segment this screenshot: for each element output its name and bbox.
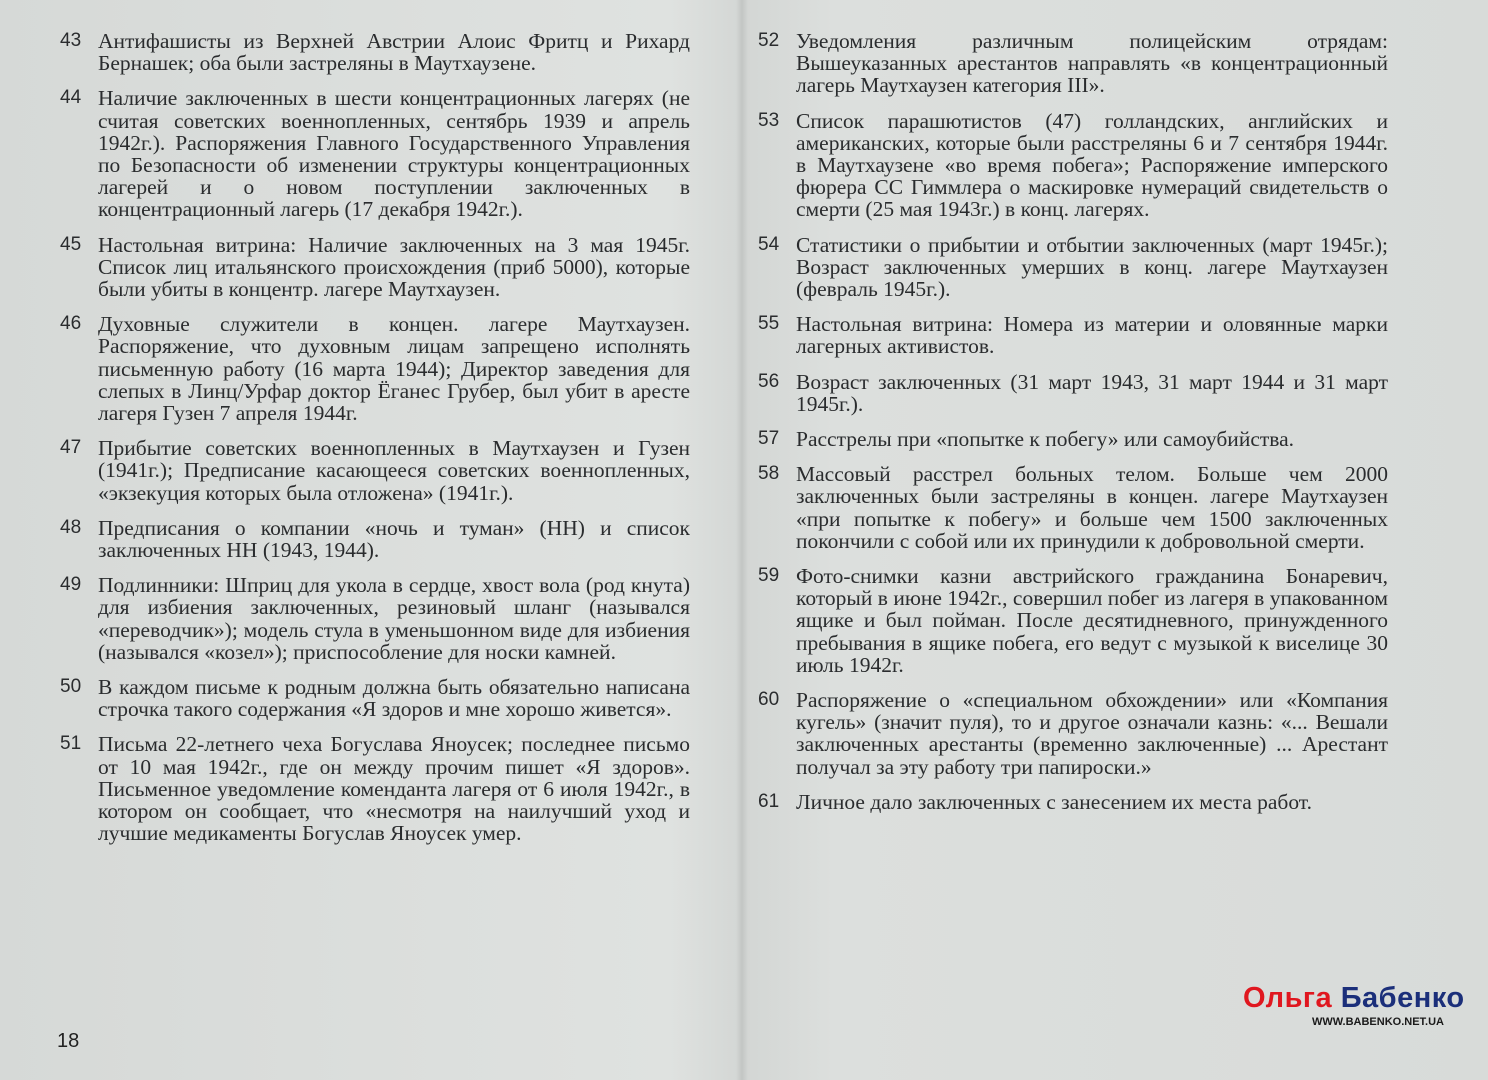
entry-number: 43 bbox=[60, 30, 82, 51]
entry-number: 52 bbox=[758, 30, 780, 51]
entry-text: Массовый расстрел больных телом. Больше чем 2000 заключенных были застреляны в концен. лагере Маутхаузен «при попытке к побегу» и больше чем 1500 заключенных покончили с собой или их принудили к добровольной смерти. bbox=[796, 462, 1388, 553]
entry-number: 60 bbox=[758, 689, 780, 711]
entry-number: 53 bbox=[758, 109, 780, 131]
entry-text: Духовные служители в концен. лагере Маутхаузен. Распоряжение, что духовным лицам запрещено исполнять письменную работу (16 марта 1944); Директор заведения для слепых в Линц/Урфар доктор Ёганес Грубер, был убит в аресте лагеря Гузен 7 апреля 1944г. bbox=[98, 312, 690, 426]
entry-text: Статистики о прибытии и отбытии заключенных (март 1945г.); Возраст заключенных умерших в конц. лагере Маутхаузен (февраль 1945г.). bbox=[796, 232, 1388, 302]
entry-text: Возраст заключенных (31 март 1943, 31 март 1944 и 31 март 1945г.). bbox=[796, 369, 1388, 416]
catalog-entry bbox=[758, 463, 1388, 552]
catalog-entry bbox=[758, 234, 1388, 301]
entry-text: Прибытие советских военнопленных в Маутхаузен и Гузен (1941г.); Предписание касающееся советских военнопленных, «экзекуция которых была отложена» (1941г.). bbox=[98, 436, 690, 505]
catalog-entry bbox=[60, 437, 690, 504]
entry-text: Наличие заключенных в шести концентрационных лагерях (не считая советских военнопленных, сентябрь 1939 и апрель 1942г.). Распоряжения Главного Государственного Управления по Безопасности об изменении структуры концентрационных лагерей и о новом поступлении заключенных в концентрационный лагерь (17 декабря 1942г.). bbox=[98, 86, 690, 222]
entry-number: 59 bbox=[758, 565, 780, 587]
entry-number: 44 bbox=[60, 87, 82, 109]
entry-number: 48 bbox=[60, 516, 82, 538]
catalog-entry bbox=[758, 689, 1388, 778]
catalog-entry bbox=[758, 110, 1388, 221]
entry-number: 55 bbox=[758, 313, 780, 335]
catalog-entry bbox=[758, 791, 1388, 813]
catalog-entry bbox=[758, 565, 1388, 676]
entry-number: 57 bbox=[758, 428, 780, 450]
catalog-entry bbox=[60, 574, 690, 663]
entry-text: Список парашютистов (47) голландских, английских и американских, которые были расстреляны 6 и 7 сентября 1944г. в Маутхаузене «во время побега»; Распоряжение имперского фюрера СС Гиммлера о маскировке нумераций свидетельств о смерти (25 мая 1943г.) в конц. лагерях. bbox=[796, 108, 1388, 222]
catalog-entry bbox=[758, 428, 1388, 450]
catalog-entry bbox=[758, 313, 1388, 357]
entry-text: Антифашисты из Верхней Австрии Алоис Фритц и Рихард Бернашек; оба были застреляны в Маутхаузене. bbox=[98, 29, 690, 76]
catalog-entry bbox=[60, 234, 690, 301]
catalog-entry bbox=[60, 313, 690, 424]
page-number: 18 bbox=[57, 1030, 80, 1052]
entry-text: Личное дало заключенных с занесением их места работ. bbox=[796, 789, 1312, 814]
entry-text: Настольная витрина: Номера из материи и оловянные марки лагерных активистов. bbox=[796, 312, 1388, 359]
entry-number: 61 bbox=[758, 790, 780, 812]
page-fold bbox=[736, 0, 748, 1080]
entry-number: 58 bbox=[758, 463, 780, 485]
catalog-entry bbox=[60, 676, 690, 720]
entry-text: Уведомления различным полицейским отрядам: Вышеуказанных арестантов направлять «в концентрационный лагерь Маутхаузен категория III». bbox=[796, 29, 1388, 98]
entry-number: 54 bbox=[758, 233, 780, 255]
entry-text: В каждом письме к родным должна быть обязательно написана строчка такого содержания «Я здоров и мне хорошо живется». bbox=[98, 675, 690, 722]
entry-number: 56 bbox=[758, 370, 780, 392]
right-column bbox=[758, 30, 1388, 826]
catalog-entry bbox=[60, 733, 690, 844]
catalog-entry bbox=[60, 87, 690, 220]
entry-number: 50 bbox=[60, 676, 82, 698]
left-column bbox=[60, 30, 690, 858]
entry-number: 51 bbox=[60, 733, 82, 755]
entry-text: Письма 22-летнего чеха Богуслава Яноусек; последнее письмо от 10 мая 1942г., где он между прочим пишет «Я здоров». Письменное уведомление коменданта лагеря от 6 июля 1942г., в котором он сообщает, что «несмотря на наилучший уход и лучшие медикаменты Богуслав Яноусек умер. bbox=[98, 732, 690, 846]
watermark-url[interactable]: WWW.BABENKO.NET.UA bbox=[1312, 1016, 1444, 1028]
entry-text: Расстрелы при «попытке к побегу» или самоубийства. bbox=[796, 427, 1295, 452]
entry-number: 47 bbox=[60, 437, 82, 459]
watermark-last-name: Бабенко bbox=[1340, 982, 1465, 1014]
entry-number: 46 bbox=[60, 313, 82, 335]
entry-text: Подлинники: Шприц для укола в сердце, хвост вола (род кнута) для избиения заключенных, резиновый шланг (назывался «переводчик»); модель стула в уменьшонном виде для избиения (назывался «козел»); приспособление для носки камней. bbox=[98, 573, 690, 664]
catalog-entry bbox=[758, 30, 1388, 97]
entry-text: Распоряжение о «специальном обхождении» или «Компания кугель» (значит пуля), то и другое означали казнь: «... Вешали заключенных арестанты (временно заключенные) ... Арестант получал за эту работу три папироски.» bbox=[796, 688, 1388, 779]
entry-number: 45 bbox=[60, 233, 82, 255]
watermark-first-name: Ольга bbox=[1243, 982, 1333, 1014]
catalog-entry bbox=[60, 517, 690, 561]
entry-text: Фото-снимки казни австрийского гражданина Бонаревич, который в июне 1942г., совершил побег из лагеря в упакованном ящике и был пойман. После десятидневного, принужденного пребывания в ящике побега, его ведут с музыкой к виселице 30 июль 1942г. bbox=[796, 564, 1388, 677]
catalog-entry bbox=[758, 371, 1388, 415]
entry-text: Предписания о компании «ночь и туман» (НН) и список заключенных НН (1943, 1944). bbox=[98, 515, 690, 563]
entry-text: Настольная витрина: Наличие заключенных на 3 мая 1945г. Список лиц итальянского происхождения (приб 5000), которые были убиты в концентр. лагере Маутхаузен. bbox=[98, 232, 690, 302]
watermark-name bbox=[1243, 982, 1465, 1015]
entry-number: 49 bbox=[60, 574, 82, 596]
catalog-entry bbox=[60, 30, 690, 74]
